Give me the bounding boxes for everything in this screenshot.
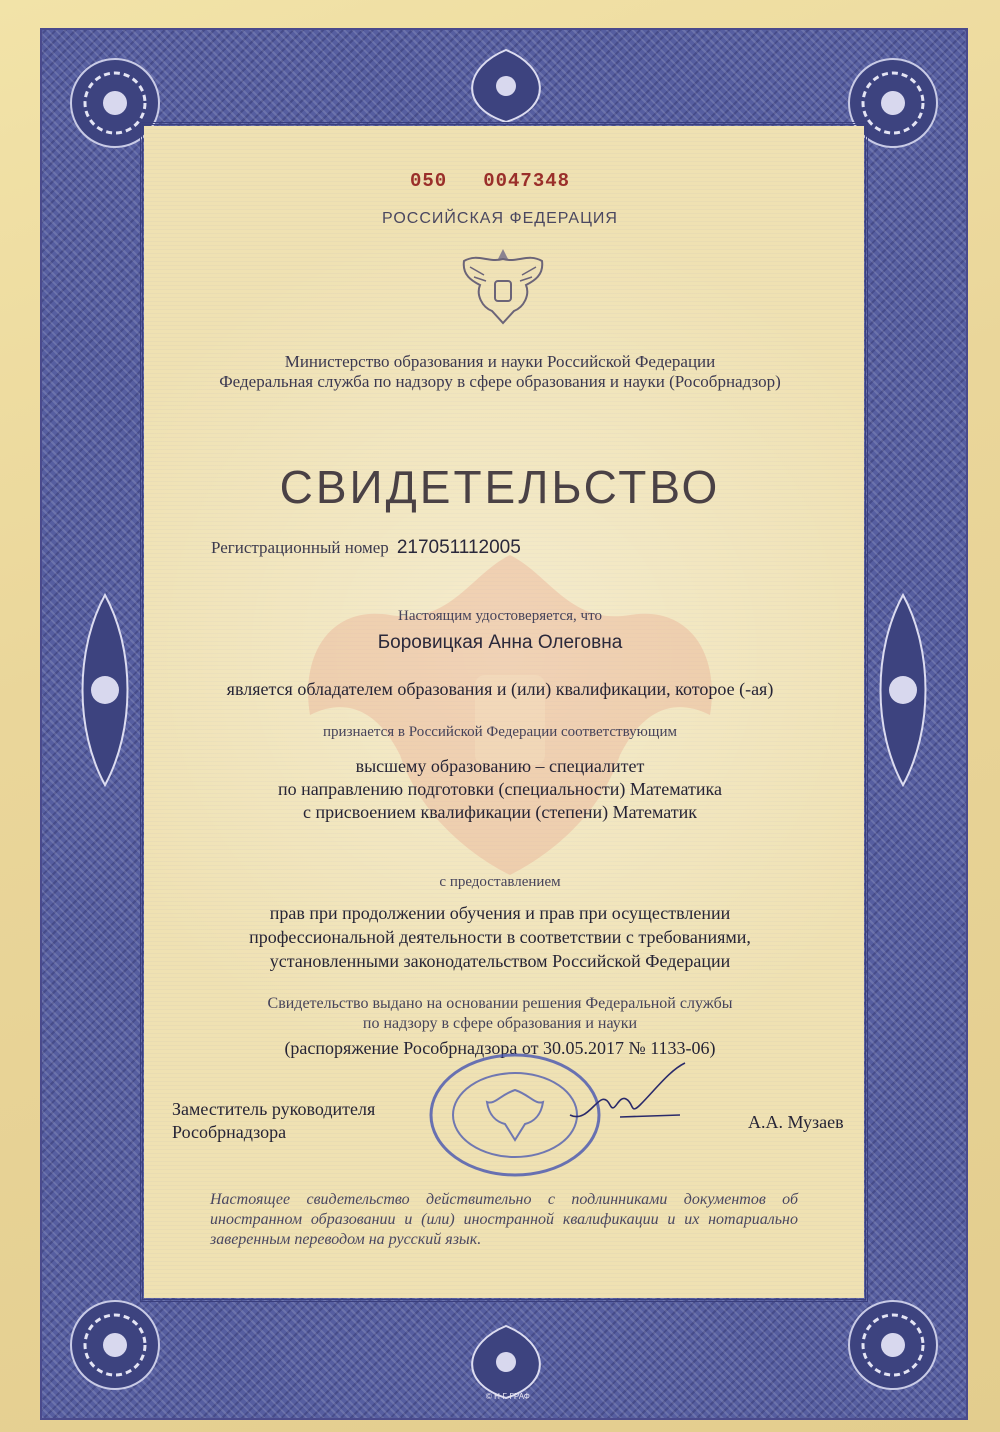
granting-text: с предоставлением: [439, 874, 561, 890]
registration-label: Регистрационный номер: [211, 538, 389, 557]
top-ornament-icon: [436, 46, 576, 126]
registration-number-row: [211, 537, 521, 559]
signer-title-line-2: Рособрнадзора: [172, 1122, 287, 1142]
coat-of-arms-icon: [458, 245, 548, 327]
ministry-block: [0, 352, 1000, 392]
signature-icon: [560, 1055, 700, 1135]
country-name: РОССИЙСКАЯ ФЕДЕРАЦИЯ: [382, 210, 618, 227]
basis-line-1: Свидетельство выдано на основании решения Федеральной службы: [267, 995, 733, 1012]
basis-line-2: по надзору в сфере образования и науки: [362, 1015, 638, 1032]
agency-name: Федеральная служба по надзору в сфере образования и науки (Рособрнадзор): [219, 372, 781, 391]
education-qualification: с присвоением квалификации (степени) Математик: [302, 802, 698, 822]
signer-title-line-1: Заместитель руководителя: [172, 1099, 376, 1119]
education-level: высшему образованию – специалитет: [355, 756, 645, 776]
corner-ornament-icon: [838, 1290, 948, 1400]
serial-series: 050: [410, 170, 448, 192]
order-reference: (распоряжение Рособрнадзора от 30.05.2017 № 1133-06): [284, 1038, 716, 1058]
coat-of-arms-watermark-icon: [270, 515, 750, 895]
certificate-serial: [410, 170, 606, 192]
holder-statement: является обладателем образования и (или) квалификации, которое (-ая): [226, 679, 774, 699]
rights-line-2: профессиональной деятельности в соответствии с требованиями,: [249, 927, 751, 947]
validity-note: Настоящее свидетельство действительно с подлинниками документов об иностранном образовании и (или) иностранной квалификации и их нотариально заверенным переводом на русский язык.: [210, 1191, 798, 1248]
certifies-text: Настоящим удостоверяется, что: [398, 608, 602, 624]
rights-line-3: установленными законодательством Российской Федерации: [269, 951, 731, 971]
education-specialty: по направлению подготовки (специальности) Математика: [278, 779, 722, 799]
ministry-name: Министерство образования и науки Российской Федерации: [284, 352, 716, 371]
serial-number: 0047348: [483, 170, 571, 192]
holder-name: Боровицкая Анна Олеговна: [377, 632, 623, 653]
recognition-text: признается в Российской Федерации соответствующим: [323, 724, 677, 740]
printer-mark: © Н-Г-ГРАФ: [486, 1392, 530, 1401]
corner-ornament-icon: [60, 1290, 170, 1400]
signer-name: А.А. Музаев: [748, 1112, 844, 1132]
rights-line-1: прав при продолжении обучения и прав при осуществлении: [269, 903, 731, 923]
bottom-ornament-icon: [436, 1322, 576, 1402]
signer-title: [172, 1098, 375, 1144]
document-title: СВИДЕТЕЛЬСТВО: [279, 461, 721, 513]
registration-number: 217051112005: [396, 537, 521, 558]
